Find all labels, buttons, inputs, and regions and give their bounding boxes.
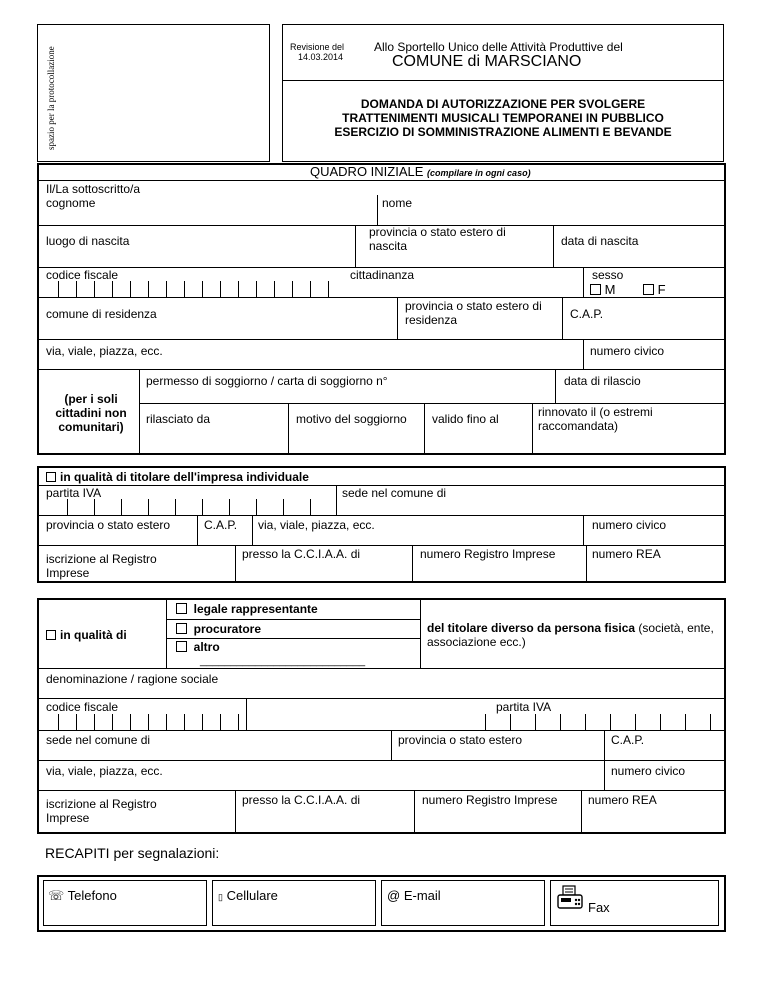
row-line	[39, 515, 724, 516]
codice-fiscale-field[interactable]: codice fiscale	[46, 268, 119, 282]
protocol-side-note: spazio per la protocollazione	[46, 46, 56, 150]
option-legale-text: legale rappresentante	[193, 602, 318, 616]
titolare-sede-field[interactable]: sede nel comune di	[342, 486, 447, 500]
col-line	[166, 600, 167, 668]
col-line	[412, 545, 413, 581]
sesso-f-label: F	[657, 282, 666, 297]
email-box[interactable]	[381, 880, 545, 926]
col-line	[197, 515, 198, 545]
rapp-numero-rea-field[interactable]: numero REA	[588, 793, 657, 807]
col-line	[235, 790, 236, 832]
rilasciato-da-field[interactable]: rilasciato da	[146, 412, 211, 426]
quadro-title-rule	[39, 180, 724, 181]
titolare-provincia-field[interactable]: provincia o stato estero	[46, 518, 171, 532]
rapp-codice-fiscale-field[interactable]: codice fiscale	[46, 700, 119, 714]
col-line	[586, 545, 587, 581]
quadro-title-text: QUADRO INIZIALE	[310, 164, 424, 179]
sesso-label: sesso	[592, 268, 624, 282]
data-nascita-field[interactable]: data di nascita	[561, 234, 639, 248]
titolare-numero-civico-field[interactable]: numero civico	[592, 518, 667, 532]
telefono-label	[48, 888, 117, 903]
row-line	[166, 638, 420, 639]
telefono-text: Telefono	[67, 888, 117, 903]
cellulare-text: Cellulare	[226, 888, 278, 903]
titolare-numero-rea-field[interactable]: numero REA	[592, 547, 661, 561]
row-line	[39, 369, 724, 370]
rapp-iscrizione-label: iscrizione al Registro Imprese	[46, 797, 157, 825]
cap-residenza-field[interactable]: C.A.P.	[570, 307, 604, 321]
col-line	[355, 225, 356, 267]
col-line	[604, 730, 605, 760]
nome-field[interactable]: nome	[382, 196, 413, 210]
numero-civico-field[interactable]: numero civico	[590, 344, 665, 358]
del-titolare-rest: (società, ente, associazione ecc.)	[427, 621, 714, 649]
col-line	[555, 369, 556, 403]
col-line	[139, 369, 140, 453]
row-line	[139, 403, 724, 404]
row-line	[39, 339, 724, 340]
rapp-via-field[interactable]: via, viale, piazza, ecc.	[46, 764, 163, 778]
form-title-line1: DOMANDA DI AUTORIZZAZIONE PER SVOLGERE	[360, 97, 646, 111]
quadro-title-note: (compilare in ogni caso)	[427, 168, 531, 178]
in-qualita-text: in qualità di	[60, 628, 127, 642]
rapp-partita-iva-field[interactable]: partita IVA	[496, 700, 552, 714]
checkbox-icon[interactable]	[176, 641, 187, 652]
email-label	[387, 888, 441, 903]
checkbox-icon[interactable]	[590, 284, 601, 295]
col-line	[246, 698, 247, 730]
titolare-iscrizione-label: iscrizione al Registro Imprese	[46, 552, 157, 580]
option-procuratore[interactable]	[176, 622, 261, 636]
revision-label: Revisione del	[290, 42, 345, 52]
cellulare-label	[218, 888, 278, 905]
sesso-m-option[interactable]	[590, 282, 615, 297]
col-line	[583, 267, 584, 297]
motivo-soggiorno-field[interactable]: motivo del soggiorno	[296, 412, 407, 426]
municipality-name: COMUNE di MARSCIANO	[392, 53, 582, 70]
titolare-partita-iva-field[interactable]: partita IVA	[46, 486, 102, 500]
col-line	[583, 515, 584, 545]
col-line	[604, 760, 605, 790]
telephone-icon: ☏	[48, 888, 65, 903]
addressee-line: Allo Sportello Unico delle Attività Produttive del	[374, 40, 623, 54]
row-line	[39, 698, 724, 699]
sesso-f-option[interactable]	[643, 282, 666, 297]
cittadinanza-field[interactable]: cittadinanza	[350, 268, 415, 282]
form-title-line3: ESERCIZIO DI SOMMINISTRAZIONE ALIMENTI E BEVANDE	[334, 125, 672, 139]
col-line	[397, 297, 398, 339]
protocol-box	[37, 24, 270, 162]
checkbox-icon[interactable]	[176, 623, 187, 634]
col-line	[288, 403, 289, 453]
option-altro[interactable]	[176, 640, 220, 654]
revision-date: 14.03.2014	[298, 52, 344, 62]
titolare-heading-text: in qualità di titolare dell'impresa individuale	[60, 470, 309, 484]
rapp-provincia-field[interactable]: provincia o stato estero	[398, 733, 523, 747]
rapp-codice-fiscale-boxes[interactable]	[40, 714, 248, 730]
col-line	[562, 297, 563, 339]
fax-text: Fax	[588, 900, 610, 915]
col-line	[391, 730, 392, 760]
at-sign-icon: @	[387, 888, 401, 903]
data-rilascio-field[interactable]: data di rilascio	[564, 374, 641, 388]
option-altro-text: altro	[193, 640, 220, 654]
row-line	[39, 545, 724, 546]
option-legale-rappresentante[interactable]	[176, 602, 318, 616]
checkbox-icon[interactable]	[46, 472, 56, 482]
email-text: E-mail	[403, 888, 441, 903]
col-line	[377, 195, 378, 225]
comune-residenza-field[interactable]: comune di residenza	[46, 307, 157, 321]
rapp-cap-field[interactable]: C.A.P.	[611, 733, 645, 747]
in-qualita-label[interactable]	[46, 628, 127, 642]
col-line	[414, 790, 415, 832]
sesso-m-label: M	[604, 282, 616, 297]
col-line	[336, 485, 337, 515]
rapp-numero-registro-field[interactable]: numero Registro Imprese	[422, 793, 558, 807]
del-titolare-label	[427, 621, 717, 649]
fax-icon	[556, 884, 584, 912]
col-line	[583, 339, 584, 369]
rapp-sede-field[interactable]: sede nel comune di	[46, 733, 151, 747]
checkbox-icon[interactable]	[643, 284, 654, 295]
row-line	[39, 668, 724, 669]
titolare-heading[interactable]	[46, 470, 309, 484]
row-line	[39, 297, 724, 298]
row-line	[39, 760, 724, 761]
titolare-partita-iva-boxes[interactable]	[40, 499, 336, 515]
sottoscritto-label: Il/La sottoscritto/a	[46, 182, 141, 196]
recapiti-title: RECAPITI per segnalazioni:	[45, 845, 220, 861]
col-line	[581, 790, 582, 832]
rapp-partita-iva-boxes[interactable]	[460, 714, 724, 730]
col-line	[420, 600, 421, 668]
telefono-box[interactable]	[43, 880, 207, 926]
row-line	[39, 790, 724, 791]
luogo-nascita-field[interactable]: luogo di nascita	[46, 234, 130, 248]
form-title	[282, 97, 724, 139]
titolare-numero-registro-field[interactable]: numero Registro Imprese	[420, 547, 556, 561]
quadro-title	[310, 164, 531, 181]
non-comunitari-label: (per i soli cittadini non comunitari)	[55, 392, 127, 434]
checkbox-icon[interactable]	[176, 603, 187, 614]
titolare-via-field[interactable]: via, viale, piazza, ecc.	[258, 518, 375, 532]
row-line	[39, 730, 724, 731]
del-titolare-bold: del titolare diverso da persona fisica	[427, 621, 636, 635]
codice-fiscale-boxes[interactable]	[40, 281, 340, 297]
checkbox-icon[interactable]	[46, 630, 56, 640]
option-altro-line[interactable]: ___________________________	[200, 655, 366, 667]
col-line	[252, 515, 253, 545]
col-line	[235, 545, 236, 581]
provincia-residenza-field[interactable]: provincia o stato estero di residenza	[405, 299, 542, 327]
titolare-cap-field[interactable]: C.A.P.	[204, 518, 238, 532]
rinnovato-field[interactable]: rinnovato il (o estremi raccomandata)	[538, 405, 653, 433]
provincia-nascita-field[interactable]: provincia o stato estero di nascita	[369, 225, 506, 253]
denominazione-field[interactable]: denominazione / ragione sociale	[46, 672, 219, 686]
row-line	[166, 619, 420, 620]
form-title-line2: TRATTENIMENTI MUSICALI TEMPORANEI IN PUBBLICO	[342, 111, 664, 125]
rapp-numero-civico-field[interactable]: numero civico	[611, 764, 686, 778]
col-line	[553, 225, 554, 267]
cognome-field[interactable]: cognome	[46, 196, 96, 210]
option-procuratore-text: procuratore	[193, 622, 262, 636]
col-line	[424, 403, 425, 453]
rapp-presso-field[interactable]: presso la C.C.I.A.A. di	[242, 793, 361, 807]
mobile-phone-icon: ▯	[218, 892, 223, 902]
valido-fino-field[interactable]: valido fino al	[432, 412, 499, 426]
via-residenza-field[interactable]: via, viale, piazza, ecc.	[46, 344, 163, 358]
header-divider	[282, 80, 724, 81]
col-line	[532, 403, 533, 453]
titolare-presso-field[interactable]: presso la C.C.I.A.A. di	[242, 547, 361, 561]
permesso-field[interactable]: permesso di soggiorno / carta di soggiorno n°	[146, 374, 388, 388]
